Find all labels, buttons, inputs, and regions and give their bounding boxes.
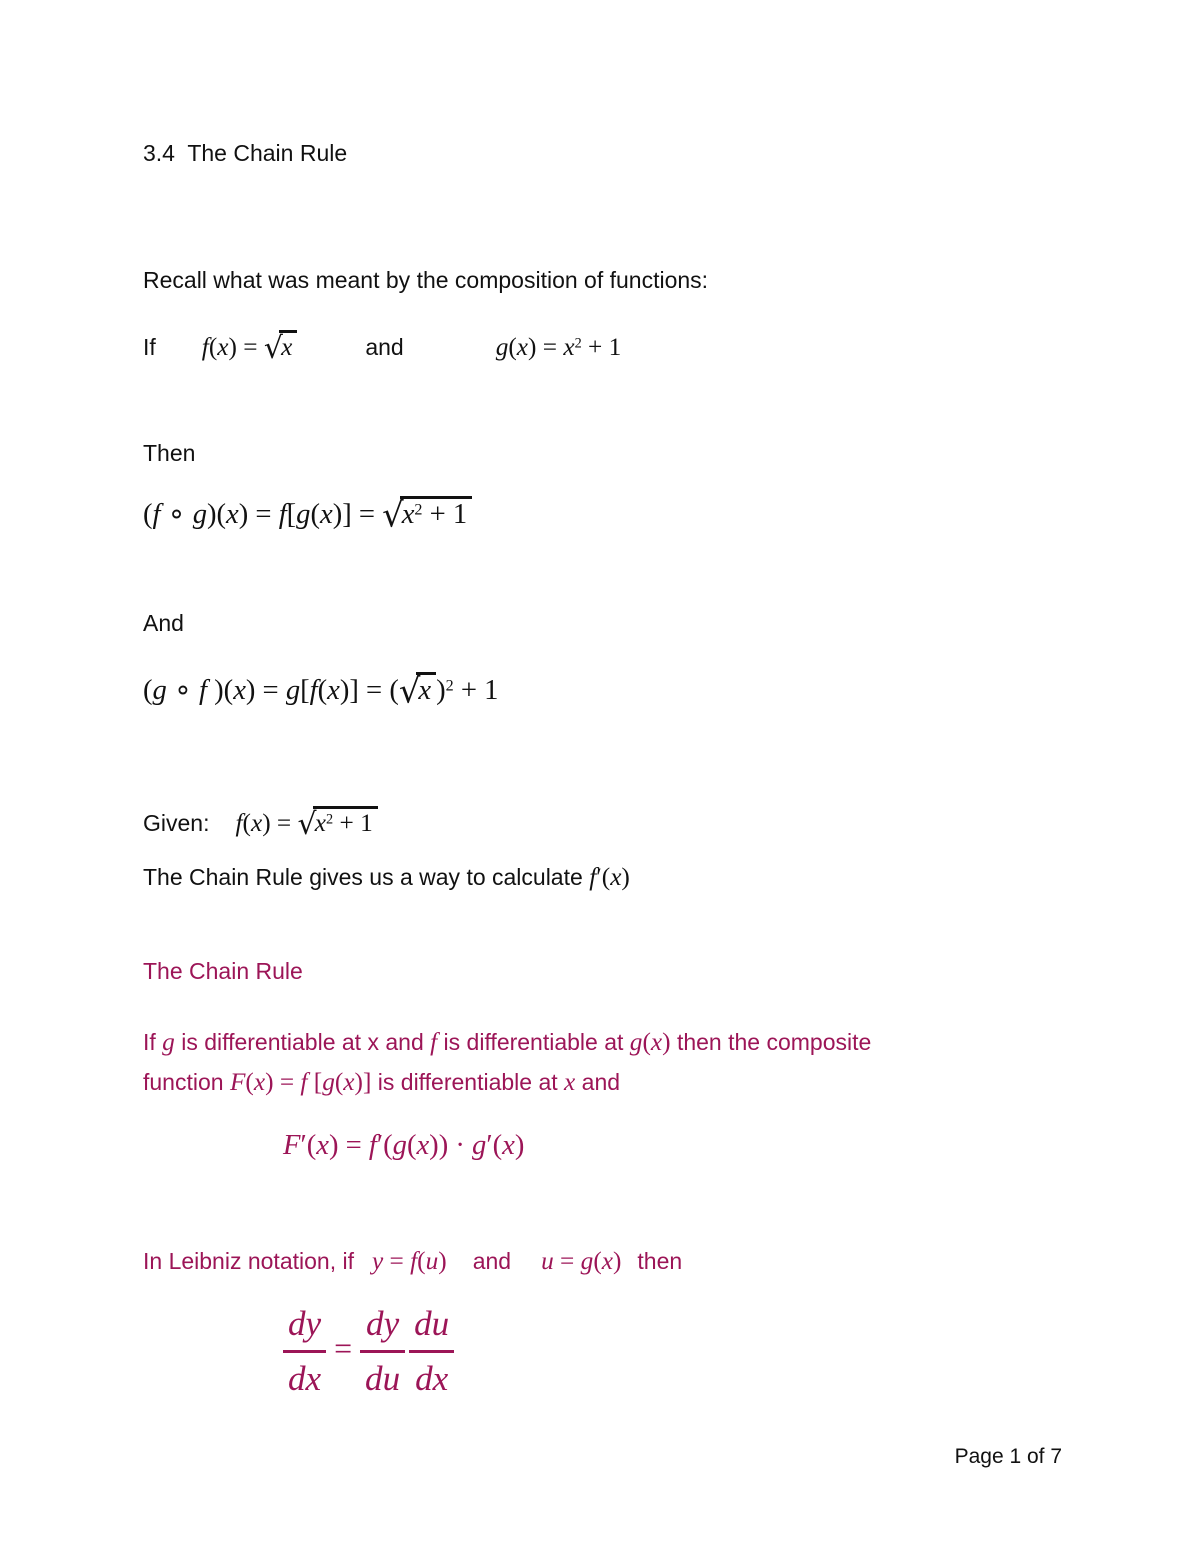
math-italic-run: u	[425, 1247, 439, 1275]
math-italic-run: f	[430, 1028, 438, 1056]
math-italic-run: f	[410, 1247, 418, 1275]
math-roman-run: [	[300, 675, 310, 706]
math-italic-run: x	[343, 1068, 355, 1096]
math-italic-run: f	[235, 809, 243, 837]
math-italic-run: x	[502, 1130, 515, 1161]
math-roman-run: ∘	[166, 675, 200, 706]
math-italic-run: F	[283, 1130, 301, 1161]
math-italic-run: y	[371, 1247, 384, 1275]
math-italic-run: x	[650, 1028, 663, 1056]
math-roman-run: + 1	[581, 333, 622, 361]
math-roman-run: + 1	[333, 809, 373, 837]
math-roman-run: [	[307, 1068, 323, 1096]
math-roman-run: )	[612, 1247, 622, 1275]
math-roman-run: (	[310, 499, 320, 530]
math-italic-run: x	[516, 333, 529, 361]
math-roman-run: ) =	[238, 499, 279, 530]
math-italic-run: f	[368, 1130, 377, 1161]
numerator	[409, 1302, 454, 1353]
leibniz-intro-line	[143, 1246, 682, 1278]
math-roman-run: ) =	[228, 333, 264, 361]
text-run: then	[637, 1248, 683, 1274]
math-roman-run: (	[642, 1028, 651, 1056]
recall-text: Recall what was meant by the composition of functions:	[143, 267, 709, 293]
math-italic-run: u	[541, 1247, 554, 1275]
math-italic-run: x	[601, 1247, 613, 1275]
text-run: then the composite	[670, 1029, 872, 1055]
and-label: And	[143, 610, 184, 636]
math-italic-run: du	[365, 1358, 401, 1398]
denominator	[283, 1353, 326, 1401]
math-italic-run: x	[233, 675, 246, 706]
math-roman-run: =	[553, 1247, 581, 1275]
math-roman-run: ∘	[160, 499, 193, 530]
gof-composition-formula	[143, 672, 498, 709]
numerator	[360, 1302, 405, 1353]
math-italic-run: x	[253, 1068, 266, 1096]
math-roman-run: ) =	[265, 1068, 301, 1096]
math-roman-run: )	[621, 863, 630, 891]
chain-rule-purpose-text	[143, 862, 630, 894]
math-italic-run: x	[327, 675, 340, 706]
math-italic-run: x	[416, 1130, 430, 1161]
math-roman-run: ) =	[528, 333, 564, 361]
math-italic-run: g	[472, 1130, 487, 1161]
math-roman-run: + 1	[453, 675, 499, 706]
superscript: 2	[574, 335, 582, 352]
radical-sign-icon: √	[398, 671, 419, 711]
math-italic-run: x	[610, 863, 622, 891]
superscript: 2	[445, 677, 454, 695]
radicand	[416, 672, 436, 707]
math-roman-run: (	[508, 333, 517, 361]
math-italic-run: x	[281, 333, 293, 361]
math-roman-run: ′(	[300, 1130, 317, 1161]
text-run: and	[472, 1248, 512, 1274]
text-run: is differentiable at	[371, 1069, 565, 1095]
chain-rule-heading: The Chain Rule	[143, 958, 303, 984]
math-roman-run: ′(	[376, 1130, 393, 1161]
sqrt-radical	[263, 330, 298, 366]
math-roman-run: )	[662, 1028, 671, 1056]
math-italic-run: x	[418, 675, 432, 706]
math-roman-run: )	[514, 1130, 525, 1161]
math-roman-run: )(	[206, 675, 234, 706]
math-roman-run: (	[242, 809, 251, 837]
chain-rule-statement-line1	[143, 1027, 871, 1059]
radicand	[400, 496, 473, 531]
math-roman-run: (	[406, 1130, 417, 1161]
math-roman-run: (	[143, 499, 153, 530]
math-italic-run: dy	[288, 1304, 322, 1343]
math-italic-run: x	[564, 1068, 576, 1096]
fog-composition-formula	[143, 496, 472, 533]
math-italic-run: x	[401, 499, 415, 530]
text-run: function	[143, 1069, 230, 1095]
page-title: 3.4 The Chain Rule	[143, 140, 348, 166]
math-italic-run: F	[229, 1068, 246, 1096]
text-run: In Leibniz notation, if	[143, 1248, 354, 1274]
math-roman-run: (	[208, 333, 218, 361]
math-italic-run: g	[192, 499, 207, 530]
sqrt-radical	[382, 495, 472, 535]
text-run: is differentiable at	[437, 1029, 630, 1055]
math-italic-run: f	[589, 863, 597, 891]
numerator	[283, 1302, 326, 1353]
math-roman-run: =	[383, 1247, 411, 1275]
math-italic-run: dx	[415, 1358, 449, 1398]
text-run: Given:	[143, 810, 210, 836]
math-roman-run: )] = (	[339, 675, 399, 706]
text-run: and	[575, 1069, 621, 1095]
math-italic-run: g	[629, 1028, 643, 1056]
math-roman-run: (	[334, 1068, 344, 1096]
math-roman-run: )] =	[332, 499, 383, 530]
math-roman-run: )	[436, 675, 446, 706]
text-run: If	[143, 1029, 163, 1055]
leibniz-formula	[283, 1302, 454, 1401]
math-roman-run: ′(	[596, 863, 611, 891]
math-italic-run: dx	[288, 1358, 322, 1398]
math-italic-run: f	[201, 333, 209, 361]
superscript: 2	[414, 501, 423, 519]
math-roman-run: ) =	[245, 675, 286, 706]
radical-sign-icon: √	[297, 806, 315, 842]
math-italic-run: x	[316, 1130, 329, 1161]
text-run: is differentiable at x and	[174, 1029, 431, 1055]
math-roman-run: =	[326, 1331, 361, 1367]
math-roman-run: (	[317, 675, 328, 706]
math-roman-run: (	[593, 1247, 602, 1275]
math-roman-run: (	[417, 1247, 426, 1275]
chain-rule-statement-line2	[143, 1067, 620, 1099]
math-italic-run: x	[320, 499, 333, 530]
math-italic-run: f	[199, 675, 207, 706]
denominator	[409, 1353, 454, 1401]
math-roman-run: ) =	[262, 809, 298, 837]
math-italic-run: g	[392, 1130, 407, 1161]
chain-rule-formula	[283, 1128, 524, 1164]
math-italic-run: g	[495, 333, 509, 361]
math-italic-run: x	[250, 809, 263, 837]
math-roman-run: (	[143, 675, 153, 706]
math-roman-run: + 1	[422, 499, 468, 530]
math-roman-run: )	[438, 1247, 447, 1275]
math-roman-run: ) =	[328, 1130, 369, 1161]
math-italic-run: g	[285, 675, 301, 706]
superscript: 2	[326, 811, 334, 828]
math-roman-run: (	[245, 1068, 254, 1096]
radicand	[313, 806, 378, 837]
math-italic-run: x	[314, 809, 327, 837]
fraction	[283, 1302, 326, 1401]
math-italic-run: f	[152, 499, 161, 530]
math-roman-run: )) ·	[429, 1130, 473, 1161]
then-label: Then	[143, 440, 196, 466]
math-italic-run: x	[217, 333, 229, 361]
math-italic-run: f	[309, 675, 318, 706]
radical-sign-icon: √	[382, 495, 402, 535]
math-roman-run: ′(	[486, 1130, 503, 1161]
math-roman-run: [	[286, 499, 297, 530]
fraction	[409, 1302, 454, 1401]
sqrt-radical	[297, 806, 378, 842]
math-italic-run: x	[563, 333, 575, 361]
math-italic-run: g	[296, 499, 311, 530]
math-italic-run: f	[278, 499, 287, 530]
radicand	[279, 330, 297, 361]
denominator	[360, 1353, 405, 1401]
math-italic-run: g	[152, 675, 167, 706]
math-roman-run: )(	[206, 499, 227, 530]
math-italic-run: g	[162, 1028, 175, 1056]
math-italic-run: dy	[366, 1304, 400, 1343]
given-line	[143, 806, 378, 840]
text-run: If	[143, 334, 156, 360]
if-math-line	[143, 330, 621, 364]
text-run: The Chain Rule gives us a way to calculate	[143, 864, 590, 890]
page-number: Page 1 of 7	[954, 1445, 1062, 1468]
sqrt-radical	[398, 671, 436, 711]
math-italic-run: du	[414, 1304, 450, 1343]
math-italic-run: x	[226, 499, 239, 530]
radical-sign-icon: √	[263, 330, 282, 366]
math-italic-run: g	[322, 1068, 335, 1096]
fraction	[360, 1302, 405, 1401]
math-italic-run: g	[580, 1247, 594, 1275]
math-italic-run: f	[300, 1068, 308, 1096]
text-run: and	[365, 334, 404, 360]
math-roman-run: )]	[354, 1068, 372, 1096]
